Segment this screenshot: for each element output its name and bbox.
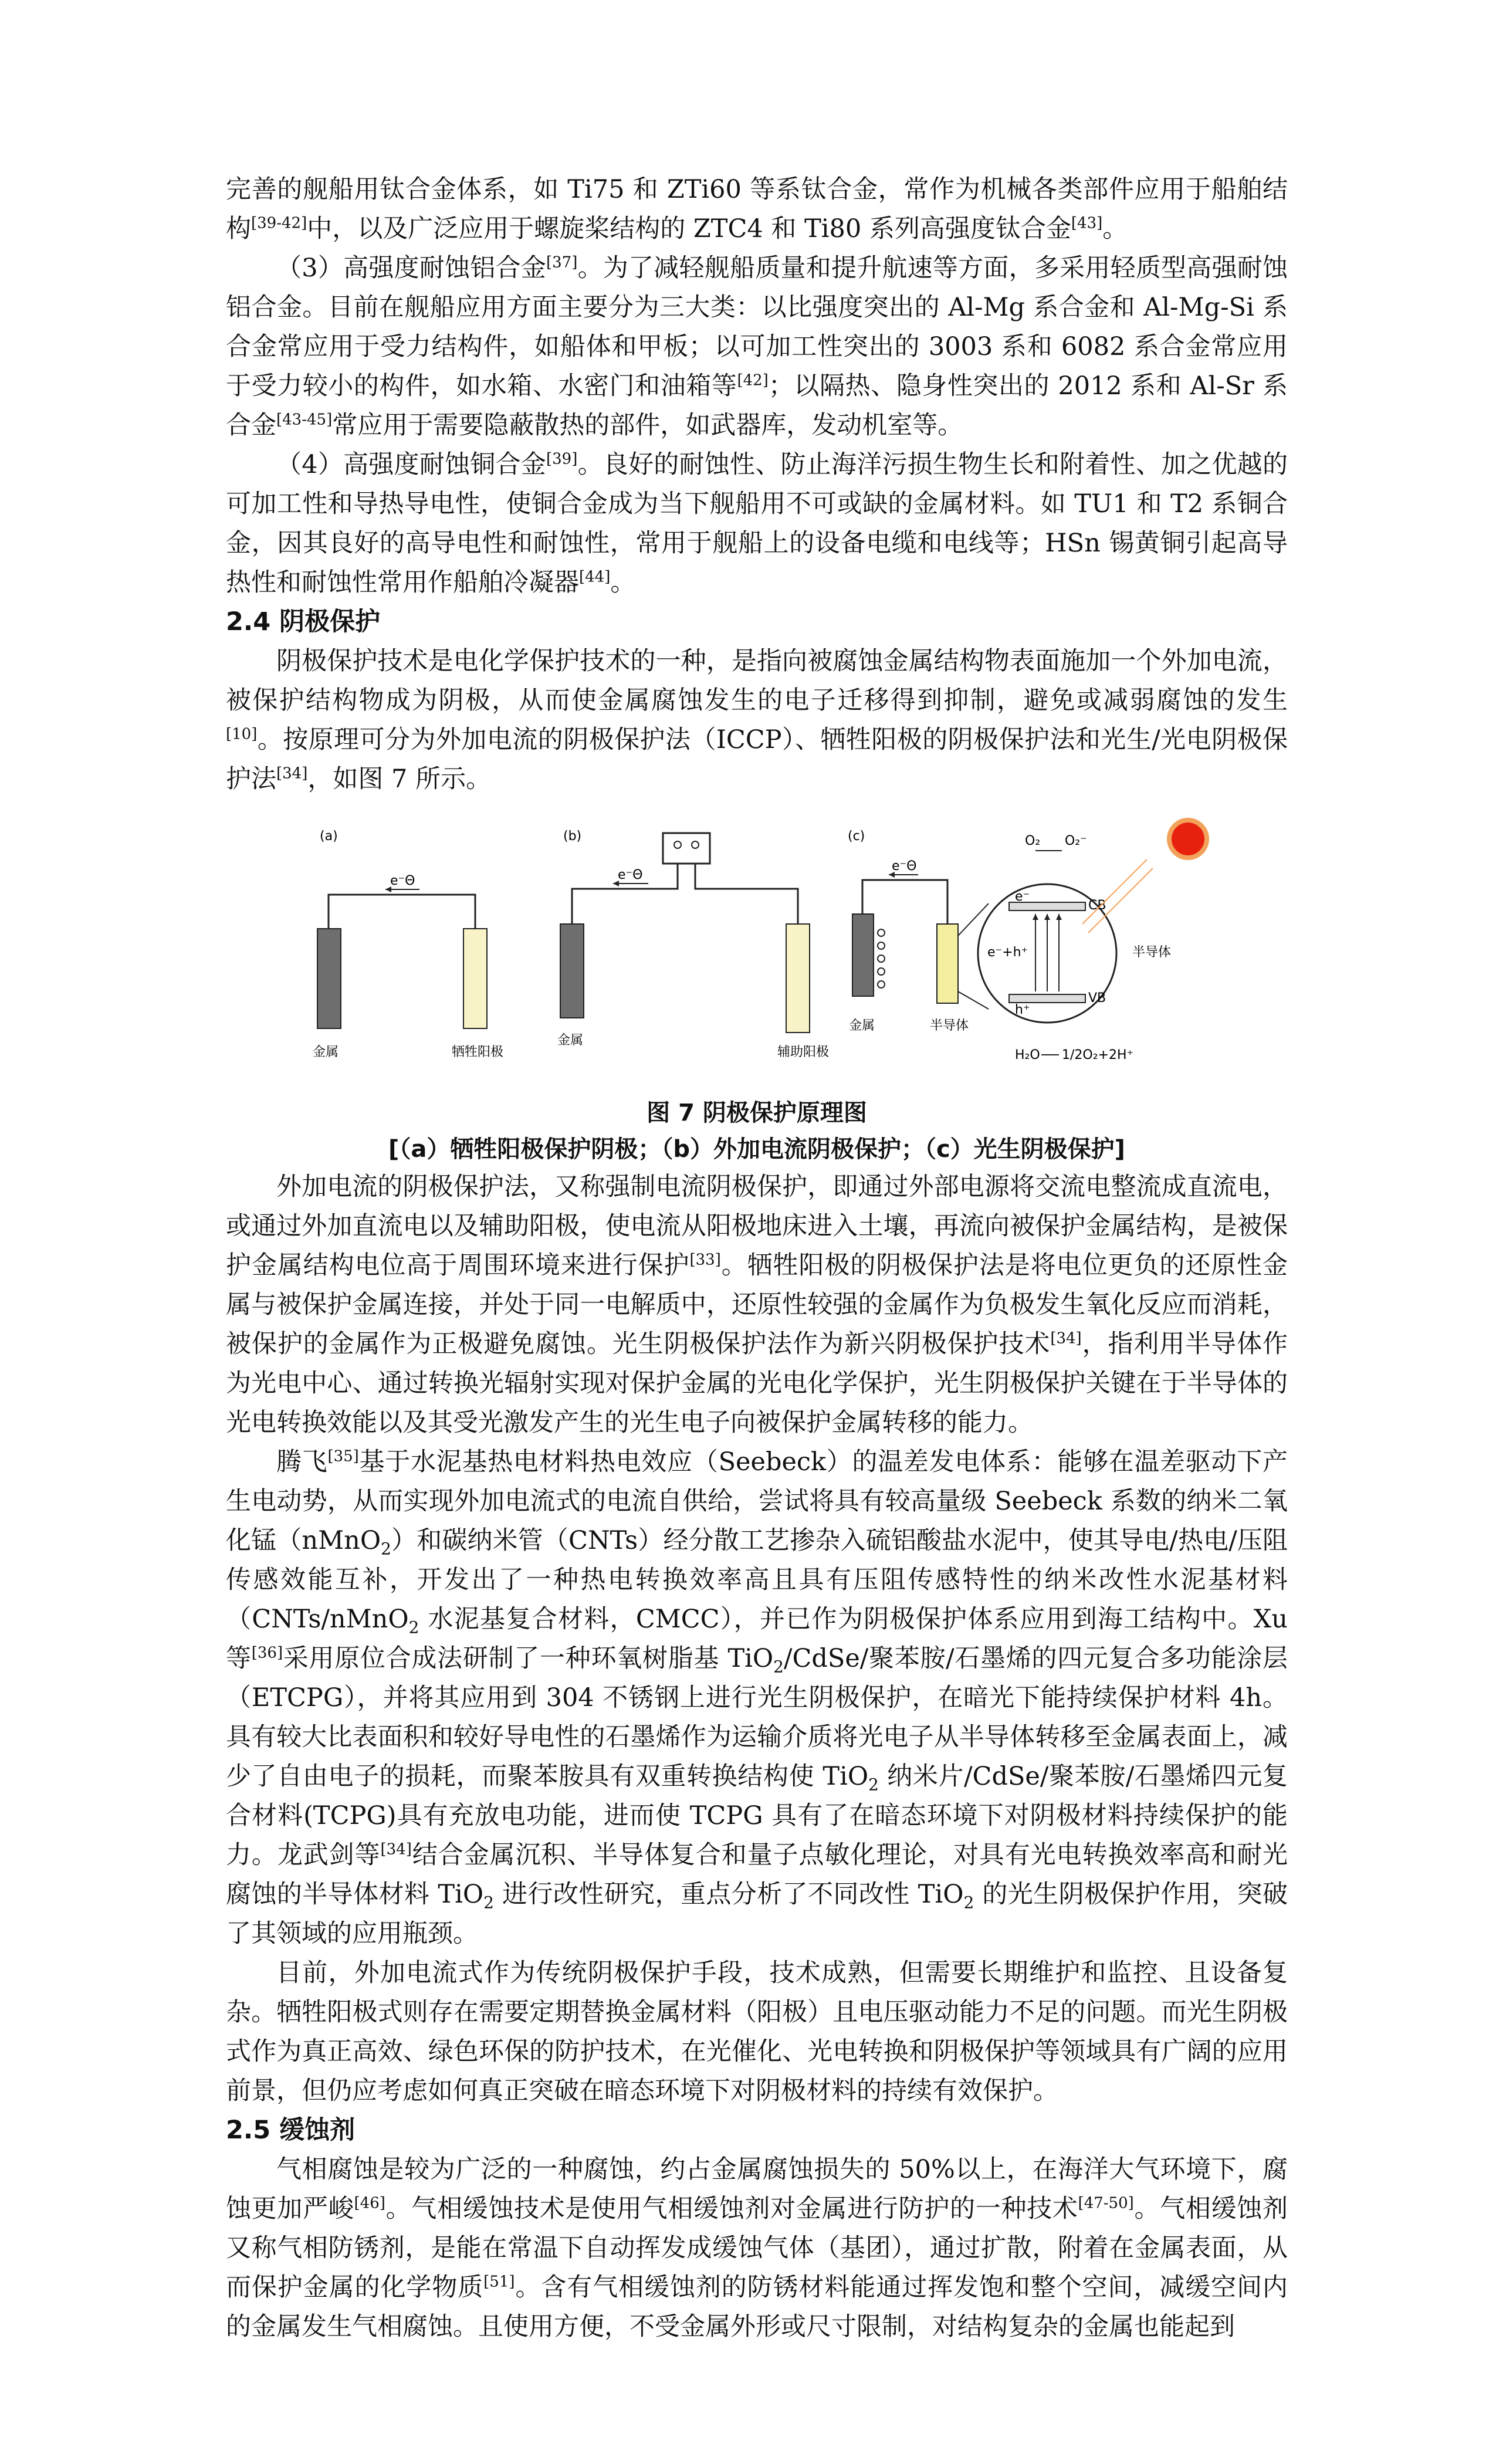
metal-electrode-b [560, 924, 584, 1018]
citation: [37] [546, 253, 578, 272]
eminus-label: e⁻ [1015, 889, 1030, 904]
metal-label-c: 金属 [849, 1018, 875, 1033]
aux-anode-label: 辅助阳极 [777, 1045, 830, 1060]
panel-a-label: (a) [320, 829, 338, 844]
electron-label-c: e⁻Θ [892, 859, 917, 874]
cb-label: CB [1088, 898, 1106, 913]
o2-label: O₂ [1025, 834, 1041, 848]
paragraph-methods: 外加电流的阴极保护法，又称强制电流阴极保护，即通过外部电源将交流电整流成直流电，或通过外加直流电以及辅助阳极，使电流从阳极地床进入土壤，再流向被保护金属结构，是被保护金属结构电位高于周围环境来进行保护[33]。牺牲阳极的阴极保护法是将电位更负的还原性金属与被保护金属连接，并处于同一电解质中，还原性较强的金属作为负极发生氧化反应而消耗，被保护的金属作为正极避免腐蚀。光生阴极保护法作为新兴阴极保护技术[34]，指利用半导体作为光电中心、通过转换光辐射实现对保护金属的光电化学保护，光生阴极保护关键在于半导体的光电转换效能以及其受光激发产生的光生电子向被保护金属转移的能力。 [226, 1172, 1288, 1437]
subscript: 2 [483, 1893, 494, 1913]
semi-label: 半导体 [930, 1018, 969, 1033]
citation: [43-45] [276, 411, 333, 429]
light-ray-icon [1082, 859, 1147, 924]
citation: [44] [579, 568, 611, 586]
ion-icon [878, 955, 885, 962]
figure-caption-title: 图 7 阴极保护原理图 [647, 1099, 867, 1126]
citation: [10] [226, 725, 258, 743]
paragraph-cathodic-intro: 阴极保护技术是电化学保护技术的一种，是指向被腐蚀金属结构物表面施加一个外加电流，被保护结构物成为阴极，从而使金属腐蚀发生的电子迁移得到抑制，避免或减弱腐蚀的发生[10]。按原理可分为外加电流的阴极保护法（ICCP）、牺牲阳极的阴极保护法和光生/光电阴极保护法[34]，如图 7 所示。 [226, 647, 1288, 794]
citation: [34] [276, 764, 308, 783]
citation: [51] [483, 2273, 515, 2291]
metal-label-a: 金属 [313, 1045, 339, 1060]
zoom-line-icon [958, 991, 989, 1009]
citation: [34] [380, 1840, 412, 1859]
vb-label: VB [1088, 991, 1106, 1006]
semiconductor-electrode [937, 924, 958, 1003]
h2o-label: H₂O [1015, 1048, 1040, 1062]
o2-minus-label: O₂⁻ [1065, 834, 1087, 848]
citation: [39-42] [251, 214, 307, 232]
eh-label: e⁻+h⁺ [987, 945, 1028, 960]
citation: [33] [689, 1251, 721, 1269]
wire-c [862, 880, 947, 924]
citation: [36] [251, 1644, 283, 1662]
section-heading-cathodic-protection: 2.4 阴极保护 [226, 607, 381, 637]
paragraph-titanium: 完善的舰船用钛合金体系，如 Ti75 和 ZTi60 等系钛合金，常作为机械各类部件应用于船舶结构[39-42]中，以及广泛应用于螺旋桨结构的 ZTC4 和 Ti80 系列高强度钛合金[43]。 [226, 175, 1288, 243]
wire-a [329, 895, 475, 929]
figure-7-diagram [226, 815, 1288, 1091]
wire-b-right [695, 864, 798, 924]
ion-icon [878, 929, 885, 936]
citation: [46] [354, 2194, 385, 2212]
electron-label-a: e⁻Θ [390, 874, 415, 888]
page-body [226, 170, 1288, 2347]
metal-electrode-c [852, 914, 874, 996]
auxiliary-anode [786, 924, 810, 1033]
o2-equation-label: 1/2O₂+2H⁺ [1062, 1048, 1134, 1062]
ion-icon [878, 942, 885, 949]
subscript: 2 [868, 1775, 879, 1795]
metal-electrode-a [317, 929, 341, 1028]
citation: [34] [1050, 1329, 1082, 1348]
sun-icon [1169, 820, 1207, 858]
subscript: 2 [773, 1657, 784, 1677]
citation: [42] [737, 371, 769, 390]
citation: [43] [1071, 214, 1103, 232]
paragraph-aluminum: （3）高强度耐蚀铝合金[37]。为了减轻舰船质量和提升航速等方面，多采用轻质型高强耐蚀铝合金。目前在舰船应用方面主要分为三大类：以比强度突出的 Al-Mg 系合金和 Al-Mg-Si 系合金常应用于受力结构件，如船体和甲板；以可加工性突出的 3003 系和 6082 系合金常应用于受力较小的构件，如水箱、水密门和油箱等[42]；以隔热、隐身性突出的 2012 系和 Al-Sr 系合金[43-45]常应用于需要隐蔽散热的部件，如武器库，发动机室等。 [226, 253, 1288, 440]
sacrificial-anode [463, 929, 487, 1028]
figure-caption-subtitle: [（a）牺牲阳极保护阴极；（b）外加电流阴极保护；（c）光生阴极保护] [388, 1136, 1125, 1163]
subscript: 2 [381, 1539, 391, 1559]
section-heading-inhibitor: 2.5 缓蚀剂 [226, 2116, 356, 2145]
citation: [39] [546, 450, 578, 468]
paragraph-research: 腾飞[35]基于水泥基热电材料热电效应（Seebeck）的温差发电体系：能够在温差驱动下产生电动势，从而实现外加电流式的电流自供给，尝试将具有较高量级 Seebeck 系数的纳米二氧化锰（nMnO$_2$）和碳纳米管（CNTs）经分散工艺掺杂入硫铝酸盐水泥中，使其导电/热电/压阻传感效能互补，开发出了一种热电转换效率高且具有压阻传感特性的纳米改性水泥基材料（CNTs/nMnO$_2$ 水泥基复合材料，CMCC），并已作为阴极保护体系应用到海工结构中。Xu 等[36]采用原位合成法研制了一种环氧树脂基 TiO$_2$/CdSe/聚苯胺/石墨烯的四元复合多功能涂层（ETCPG），并将其应用到 304 不锈钢上进行光生阴极保护，在暗光下能持续保护材料 4h。具有较大比表面积和较好导电性的石墨烯作为运输介质将光电子从半导体转移至金属表面上，减少了自由电子的损耗，而聚苯胺具有双重转换结构使 TiO$_2$ 纳米片/CdSe/聚苯胺/石墨烯四元复合材料(TCPG)具有充放电功能，进而使 TCPG 具有了在暗态环境下对阴极材料持续保护的能力。龙武剑等[34]结合金属沉积、半导体复合和量子点敏化理论，对具有光电转换效率高和耐光腐蚀的半导体材料 TiO$_2$ 进行改性研究，重点分析了不同改性 TiO$_2$ 的光生阴极保护作用，突破了其领域的应用瓶颈。 [226, 1447, 1288, 1948]
cathodic-protection-diagram [226, 815, 1288, 1091]
valence-band [1009, 994, 1085, 1003]
sac-anode-label: 牺牲阳极 [452, 1045, 504, 1060]
ion-icon [878, 981, 885, 988]
hplus-label: h⁺ [1015, 1003, 1030, 1017]
panel-b-label: (b) [563, 829, 582, 844]
semiconductor-label: 半导体 [1132, 945, 1172, 960]
citation: [47-50] [1078, 2194, 1134, 2212]
paragraph-copper: （4）高强度耐蚀铜合金[39]。良好的耐蚀性、防止海洋污损生物生长和附着性、加之优越的可加工性和导热导电性，使铜合金成为当下舰船用不可或缺的金属材料。如 TU1 和 T2 系铜合金，因其良好的高导电性和耐蚀性，常用于舰船上的设备电缆和电线等；HSn 锡黄铜引起高导热性和耐蚀性常用作船舶冷凝器[44]。 [226, 450, 1288, 597]
citation: [35] [327, 1447, 359, 1465]
electron-label-b: e⁻Θ [618, 868, 643, 882]
paragraph-vapor-corrosion: 气相腐蚀是较为广泛的一种腐蚀，约占金属腐蚀损失的 50%以上，在海洋大气环境下，腐蚀更加严峻[46]。气相缓蚀技术是使用气相缓蚀剂对金属进行防护的一种技术[47-50]。气相缓蚀剂又称气相防锈剂，是能在常温下自动挥发成缓蚀气体（基团），通过扩散，附着在金属表面，从而保护金属的化学物质[51]。含有气相缓蚀剂的防锈材料能通过挥发饱和整个空间，减缓空间内的金属发生气相腐蚀。且使用方便，不受金属外形或尺寸限制，对结构复杂的金属也能起到 [226, 2155, 1288, 2341]
power-supply [663, 833, 710, 864]
metal-label-b: 金属 [557, 1033, 584, 1048]
panel-c-label: (c) [848, 829, 865, 844]
subscript: 2 [408, 1617, 419, 1637]
subscript: 2 [963, 1893, 974, 1913]
ion-icon [878, 968, 885, 975]
paragraph-summary: 目前，外加电流式作为传统阴极保护手段，技术成熟，但需要长期维护和监控、且设备复杂。牺牲阳极式则存在需要定期替换金属材料（阳极）且电压驱动能力不足的问题。而光生阴极式作为真正高效、绿色环保的防护技术，在光催化、光电转换和阴极保护等领域具有广阔的应用前景，但仍应考虑如何真正突破在暗态环境下对阴极材料的持续有效保护。 [226, 1958, 1288, 2106]
